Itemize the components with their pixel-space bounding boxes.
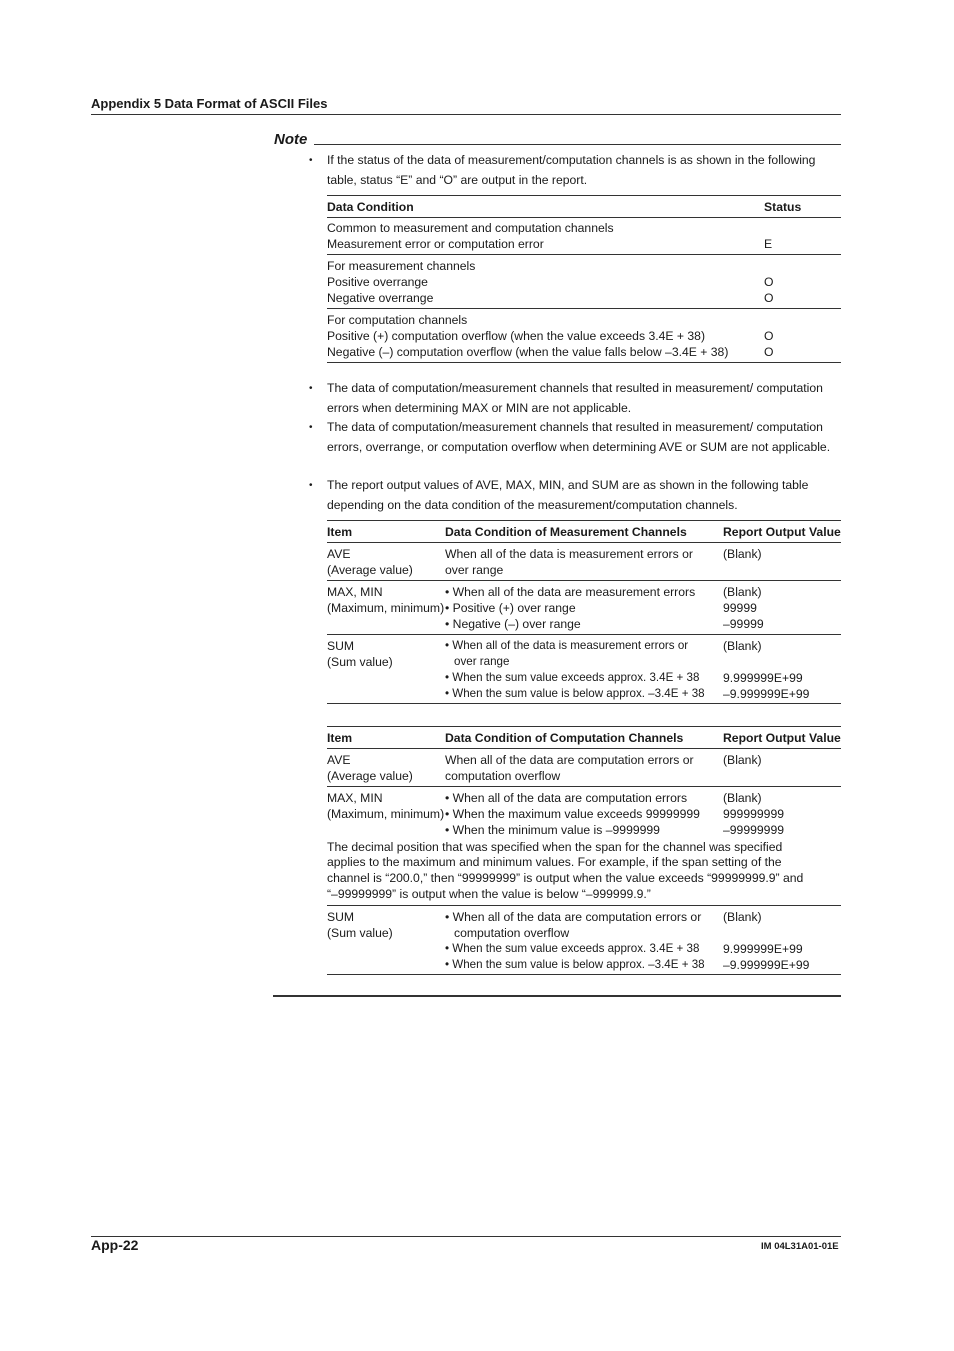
item-cell: MAX, MIN (327, 791, 383, 805)
bullet-text: The report output values of AVE, MAX, MIN, and SUM are as shown in the following table depending on the data condition of the measurement/computation channels. (327, 478, 809, 512)
condition-cell: • When the sum value exceeds approx. 3.4E + 38 (445, 942, 700, 955)
item-subcell: (Average value) (327, 563, 413, 577)
output-cell: (Blank) (723, 910, 762, 924)
item-cell: MAX, MIN (327, 585, 383, 599)
condition-cell: • When all of the data is measurement errors or (445, 639, 689, 652)
header-output: Report Output Value (723, 731, 841, 745)
status-cell: O (764, 291, 774, 305)
group-title: Common to measurement and computation channels (327, 221, 614, 235)
condition-cell: • Negative (–) over range (445, 617, 581, 631)
header-item: Item (327, 731, 353, 745)
output-cell: –99999 (723, 617, 764, 631)
header-rule (91, 114, 841, 115)
output-cell: 9.999999E+99 (723, 942, 803, 956)
condition-cell: • Positive (+) over range (445, 601, 576, 615)
status-cell: E (764, 237, 773, 251)
header-data-condition: Data Condition (327, 200, 414, 214)
header-item: Item (327, 525, 353, 539)
decimal-note-line: channel is “200.0,” then “99999999” is output when the value exceeds “99999999.9” and (327, 871, 804, 885)
status-cell: O (764, 329, 774, 343)
condition-cell: • When the sum value is below approx. –3.4E + 38 (445, 958, 705, 971)
note-label: Note (274, 131, 308, 148)
output-cell: –9.999999E+99 (723, 958, 810, 972)
output-cell: (Blank) (723, 585, 762, 599)
page-header-title: Appendix 5 Data Format of ASCII Files (91, 96, 328, 111)
item-cell: SUM (327, 910, 355, 924)
bullet-max-min (309, 379, 839, 418)
condition-cell: • When the sum value exceeds approx. 3.4E + 38 (445, 671, 700, 684)
bullet-report-values (309, 476, 839, 515)
condition-cell: Negative (–) computation overflow (when the value falls below –3.4E + 38) (327, 345, 729, 359)
computation-row-ave (327, 749, 841, 787)
bullet-icon: • (309, 480, 313, 491)
bullet-ave-sum (309, 418, 839, 457)
header-condition: Data Condition of Measurement Channels (445, 525, 687, 539)
status-table (327, 195, 841, 363)
output-cell: 999999999 (723, 807, 785, 821)
header-condition: Data Condition of Computation Channels (445, 731, 684, 745)
intro-bullet-text: If the status of the data of measurement/computation channels is as shown in the following table, status “E” and “O” are output in the report. (327, 153, 816, 187)
condition-cell: When all of the data is measurement errors or (445, 547, 693, 561)
computation-table (327, 726, 841, 975)
computation-row-sum (327, 906, 841, 975)
page-number: App-22 (91, 1237, 139, 1253)
item-subcell: (Sum value) (327, 655, 393, 669)
measurement-row-maxmin (327, 581, 841, 635)
item-subcell: (Maximum, minimum) (327, 807, 445, 821)
condition-cell: over range (445, 563, 504, 577)
measurement-table (327, 520, 841, 704)
status-group-computation (327, 309, 841, 363)
output-cell: (Blank) (723, 791, 762, 805)
condition-cell: • When all of the data are computation errors or (445, 910, 702, 924)
status-cell: O (764, 345, 774, 359)
measurement-row-ave (327, 543, 841, 581)
output-cell: –9.999999E+99 (723, 687, 810, 701)
bullet-icon: • (309, 155, 313, 166)
status-group-common (327, 218, 841, 255)
decimal-note-line: applies to the maximum and minimum values. For example, if the span setting of the (327, 855, 782, 869)
item-cell: SUM (327, 639, 355, 653)
intro-bullet (309, 151, 839, 190)
bullet-text: The data of computation/measurement channels that resulted in measurement/ computation errors, overrange, or computation overflow when determining AVE or SUM are not applicable. (327, 420, 831, 454)
output-cell: –99999999 (723, 823, 785, 837)
bullet-text: The data of computation/measurement channels that resulted in measurement/ computation errors when determining MAX or MIN are not applicable. (327, 381, 823, 415)
bullet-icon: • (309, 383, 313, 394)
decimal-note-line: The decimal position that was specified when the span for the channel was specified (327, 840, 783, 854)
output-cell: (Blank) (723, 753, 762, 767)
condition-cell: • When the minimum value is –9999999 (445, 823, 660, 837)
output-cell: (Blank) (723, 639, 762, 653)
item-cell: AVE (327, 547, 351, 561)
decimal-note-line: “–99999999” is output when the value is below “–999999.9.” (327, 887, 651, 901)
header-output: Report Output Value (723, 525, 841, 539)
condition-cell: • When all of the data are measurement errors (445, 585, 696, 599)
measurement-table-header (327, 520, 841, 543)
output-cell: (Blank) (723, 547, 762, 561)
group-title: For computation channels (327, 313, 468, 327)
measurement-row-sum (327, 635, 841, 704)
item-subcell: (Sum value) (327, 926, 393, 940)
document-id: IM 04L31A01-01E (761, 1241, 839, 1252)
condition-cell: computation overflow (445, 769, 561, 783)
condition-cell: When all of the data are computation errors or (445, 753, 694, 767)
output-cell: 9.999999E+99 (723, 671, 803, 685)
condition-cell: Negative overrange (327, 291, 434, 305)
item-cell: AVE (327, 753, 351, 767)
item-subcell: (Average value) (327, 769, 413, 783)
condition-cell: over range (454, 655, 510, 668)
condition-cell: • When all of the data are computation errors (445, 791, 688, 805)
condition-cell: Positive (+) computation overflow (when the value exceeds 3.4E + 38) (327, 329, 706, 343)
note-rule (314, 144, 841, 145)
bullet-icon: • (309, 422, 313, 433)
status-cell: O (764, 275, 774, 289)
condition-cell: computation overflow (454, 926, 570, 940)
computation-row-maxmin (327, 787, 841, 906)
status-table-header (327, 195, 841, 218)
status-group-measurement (327, 255, 841, 309)
condition-cell: • When the sum value is below approx. –3.4E + 38 (445, 687, 705, 700)
condition-cell: Positive overrange (327, 275, 428, 289)
output-cell: 99999 (723, 601, 757, 615)
note-end-rule (273, 995, 841, 997)
header-status: Status (764, 200, 802, 214)
item-subcell: (Maximum, minimum) (327, 601, 445, 615)
group-title: For measurement channels (327, 259, 476, 273)
condition-cell: • When the maximum value exceeds 99999999 (445, 807, 700, 821)
computation-table-header (327, 726, 841, 749)
condition-cell: Measurement error or computation error (327, 237, 544, 251)
footer-rule (91, 1236, 841, 1237)
